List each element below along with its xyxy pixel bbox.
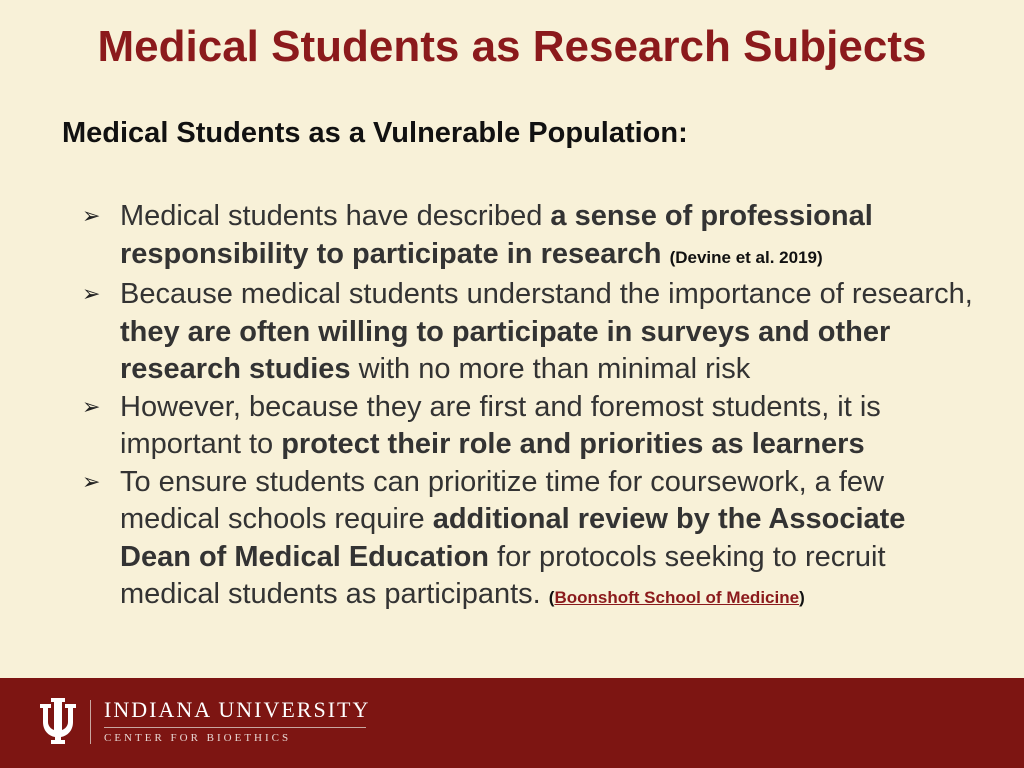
footer-divider: [90, 700, 91, 744]
citation-close-paren: ): [799, 588, 805, 607]
bullet-emphasis: protect their role and priorities as learners: [281, 428, 865, 460]
bullet-item: [82, 198, 982, 276]
bullet-list: [82, 198, 982, 617]
bullet-item: [82, 276, 982, 389]
bullet-item: [82, 389, 982, 464]
iu-trident-logo-icon: [38, 698, 78, 744]
citation-open-paren: (: [548, 588, 555, 607]
bullet-emphasis: additional review by the Associate Dean of Medical Education: [120, 503, 906, 573]
center-name: CENTER FOR BIOETHICS: [104, 732, 292, 744]
slide-title: Medical Students as Research Subjects: [97, 22, 927, 71]
bullet-spacer: [662, 238, 670, 270]
footer-rule: [104, 727, 366, 728]
bullet-text: Medical students have described: [120, 200, 551, 232]
section-heading: Medical Students as a Vulnerable Population:: [62, 117, 688, 149]
bullet-text: To ensure students can prioritize time for coursework, a few medical schools require: [120, 465, 884, 535]
bullet-item: [82, 464, 982, 617]
bullet-text: Because medical students understand the importance of research,: [120, 278, 973, 310]
bullet-text: with no more than minimal risk: [350, 353, 751, 385]
bullet-text: for protocols seeking to recruit medical students as participants.: [120, 540, 886, 610]
footer-bar: [0, 678, 1024, 768]
bullet-emphasis: a sense of professional responsibility to participate in research: [120, 200, 873, 270]
university-name: INDIANA UNIVERSITY: [104, 697, 371, 722]
arrow-bullet-icon: ➢: [82, 469, 101, 495]
bullet-text: However, because they are first and foremost students, it is important to: [120, 390, 881, 460]
bullet-emphasis: they are often willing to participate in surveys and other research studies: [120, 315, 891, 385]
arrow-bullet-icon: ➢: [82, 204, 101, 229]
arrow-bullet-icon: ➢: [82, 282, 101, 307]
boonshoft-link[interactable]: Boonshoft School of Medicine: [554, 588, 800, 607]
citation: (Devine et al. 2019): [669, 247, 823, 267]
arrow-bullet-icon: ➢: [82, 394, 101, 420]
